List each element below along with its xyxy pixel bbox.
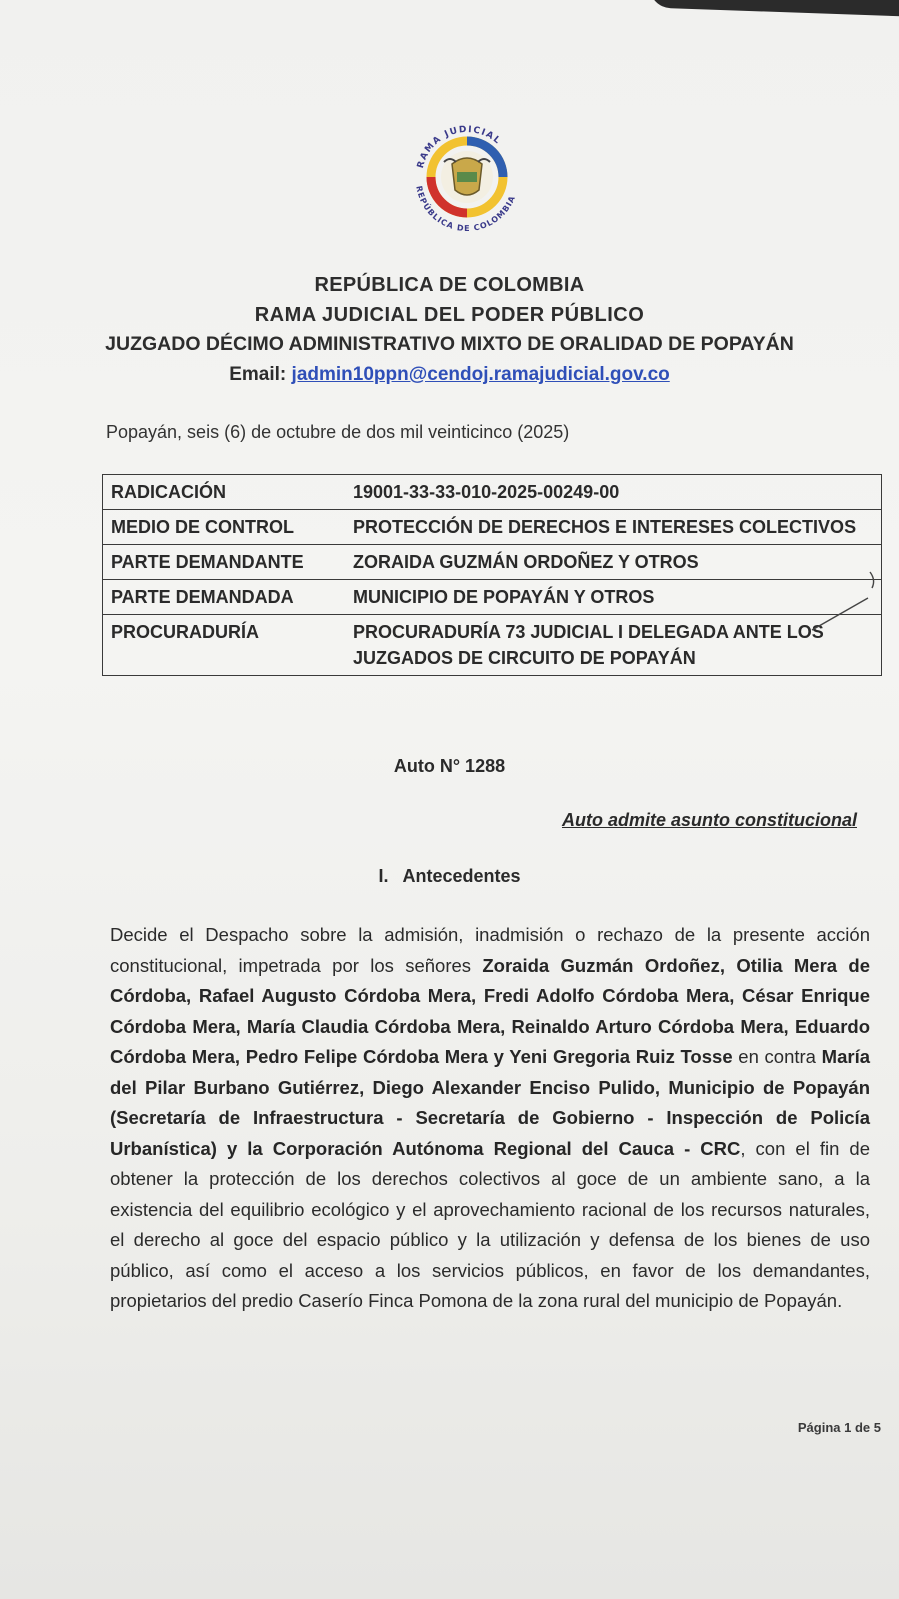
page-current: 1 xyxy=(844,1420,852,1435)
body-text-3: , con el fin de obtener la protección de los derechos colectivos al goce de un ambiente sano, a la existencia del equilibrio ecológico y el aprovechamiento racional de los recursos naturales, el derecho al goce del espacio público y la utilización y defensa de los bienes de uso público, así como el acceso a los servicios públicos, en favor de los demandantes, propietarios del predio Caserío Finca Pomona de la zona rural del municipio de Popayán. xyxy=(110,1137,870,1311)
page-label: Página xyxy=(797,1420,841,1435)
case-info-table xyxy=(102,474,882,676)
page-number xyxy=(798,1420,881,1435)
body-defendants: María del Pilar Burbano Gutiérrez, Diego Alexander Enciso Pulido, Municipio de Popayán (Secretaría de Infraestructura - Secretaría de Gobierno - Inspección de Policía Urbanística) y la Corporación Autónoma Regional del Cauca - CRC xyxy=(110,1046,870,1159)
email-label: Email: xyxy=(229,364,287,385)
table-row xyxy=(103,475,882,510)
row-value: PROCURADURÍA 73 JUDICIAL I DELEGADA ANTE LOS JUZGADOS DE CIRCUITO DE POPAYÁN xyxy=(345,615,882,676)
section-title: Antecedentes xyxy=(402,866,521,886)
row-key: RADICACIÓN xyxy=(103,475,346,510)
row-value: PROTECCIÓN DE DERECHOS E INTERESES COLECTIVOS xyxy=(345,510,882,545)
page-sep: de xyxy=(854,1420,871,1435)
svg-text:RAMA JUDICIAL: RAMA JUDICIAL xyxy=(415,124,503,170)
header-branch: RAMA JUDICIAL DEL PODER PÚBLICO xyxy=(254,304,645,326)
row-key: PARTE DEMANDADA xyxy=(103,580,346,615)
antecedentes-paragraph xyxy=(110,920,870,1317)
auto-subtitle: Auto admite asunto constitucional xyxy=(561,810,857,830)
row-key: MEDIO DE CONTROL xyxy=(103,510,346,545)
header-court: JUZGADO DÉCIMO ADMINISTRATIVO MIXTO DE ORALIDAD DE POPAYÁN xyxy=(105,333,794,355)
body-claimants: Zoraida Guzmán Ordoñez, Otilia Mera de Córdoba, Rafael Augusto Córdoba Mera, Fredi Adolfo Córdoba Mera, César Enrique Córdoba Mera, María Claudia Córdoba Mera, Reinaldo Arturo Córdoba Mera, Eduardo Córdoba Mera, Pedro Felipe Córdoba Mera y Yeni Gregoria Ruiz Tosse xyxy=(110,954,871,1067)
svg-text:REPÚBLICA DE COLOMBIA: REPÚBLICA DE COLOMBIA xyxy=(414,185,518,234)
row-key: PARTE DEMANDANTE xyxy=(103,545,346,580)
row-value: MUNICIPIO DE POPAYÁN Y OTROS xyxy=(345,580,882,615)
email-link[interactable]: jadmin10ppn@cendoj.ramajudicial.gov.co xyxy=(291,364,670,385)
body-text-2: en contra xyxy=(732,1046,822,1067)
auto-number: Auto N° 1288 xyxy=(393,756,506,776)
table-row xyxy=(103,580,882,615)
header-email-line xyxy=(0,364,899,386)
section-heading xyxy=(0,866,899,887)
pen-mark-icon xyxy=(810,570,880,640)
body-text-1: Decide el Despacho sobre la admisión, inadmisión o rechazo de la presente acción constitucional, impetrada por los señores xyxy=(110,924,870,976)
document-date: Popayán, seis (6) de octubre de dos mil veinticinco (2025) xyxy=(106,422,570,442)
row-key: PROCURADURÍA xyxy=(103,615,346,676)
table-row xyxy=(103,615,882,676)
page-corner-shadow xyxy=(649,0,899,17)
row-value: 19001-33-33-010-2025-00249-00 xyxy=(345,475,882,510)
section-number: I. xyxy=(378,866,389,886)
judicial-seal-icon xyxy=(402,112,532,242)
row-value: ZORAIDA GUZMÁN ORDOÑEZ Y OTROS xyxy=(345,545,882,580)
header-country: REPÚBLICA DE COLOMBIA xyxy=(314,274,585,296)
page-total: 5 xyxy=(873,1420,881,1435)
table-row xyxy=(103,545,882,580)
table-row xyxy=(103,510,882,545)
